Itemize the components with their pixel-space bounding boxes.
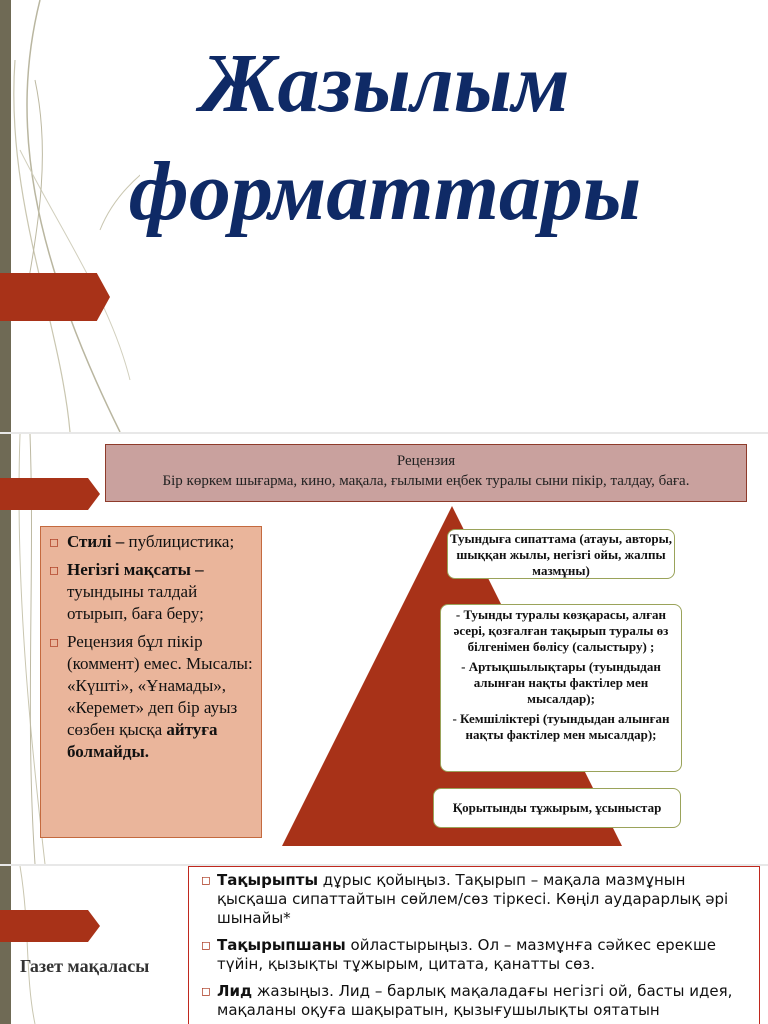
arrow-tab [0, 273, 110, 321]
item-text: дұрыс қойыңыз. Тақырып – мақала мазмұнын қысқаша сипаттайтын сөйлем/сөз тіркесі. Көңіл аударарлық әрі шынайы* [217, 871, 729, 927]
bullet-icon: ◻ [201, 873, 211, 887]
newspaper-tips-box [188, 866, 760, 1024]
list-item [199, 871, 749, 928]
goal-value: туындыны талдай отырып, баға беру; [67, 582, 204, 623]
bullet-icon: ◻ [49, 563, 59, 577]
style-value: публицистика; [128, 532, 235, 551]
pyramid-box-analysis [440, 604, 682, 772]
item-bold: Тақырыпты [217, 871, 319, 889]
slide-title [0, 0, 768, 432]
arrow-tab [0, 910, 100, 942]
item-bold: Лид [217, 982, 253, 1000]
arrow-tab [0, 478, 100, 510]
item-bold: Тақырыпшаны [217, 936, 346, 954]
list-item-goal [47, 559, 255, 625]
definition-box [105, 444, 747, 502]
bullet-icon: ◻ [49, 635, 59, 649]
list-item [199, 982, 749, 1020]
title-line-2: форматтары [128, 145, 642, 238]
style-label: Стилі – [67, 532, 125, 551]
bullet-icon: ◻ [201, 938, 211, 952]
title-line-1: Жазылым [200, 37, 570, 130]
slide-review [0, 434, 768, 864]
pyramid-box-conclusion: Қорытынды тұжырым, ұсыныстар [433, 788, 681, 828]
decorative-curves [0, 866, 60, 1024]
pyramid-box-description: Туындыға сипаттама (атауы, авторы, шыққан жылы, негізгі ойы, жалпы мазмұны) [447, 529, 675, 579]
list-item-note [47, 631, 255, 763]
bullet-icon: ◻ [201, 984, 211, 998]
list-item [199, 936, 749, 974]
note-bold: айтуға болмайды. [67, 720, 218, 761]
analysis-disadvantages: - Кемшіліктері (туындыдан алынған нақты фактілер мен мысалдар); [452, 711, 670, 742]
goal-label: Негізгі мақсаты – [67, 560, 204, 579]
definition-text: Бір көркем шығарма, кино, мақала, ғылыми еңбек туралы сыни пікір, талдау, баға. [162, 473, 690, 489]
note-text: Рецензия бұл пікір (коммент) емес. Мысалы: «Күшті», «Ұнамады», «Керемет» деп бір ауыз сөзбен қысқа [67, 632, 253, 739]
definition-title: Рецензия [396, 453, 456, 469]
bullet-icon: ◻ [49, 535, 59, 549]
analysis-advantages: - Артықшылықтары (туындыдан алынған нақты фактілер мен мысалдар); [461, 659, 661, 706]
list-item-style [47, 531, 255, 553]
slide-newspaper [0, 866, 768, 1024]
analysis-opinion: - Туынды туралы көзқарасы, алған әсері, қозғалған тақырып туралы өз білгенімен бөлісу (салыстыру) ; [453, 607, 669, 654]
item-text: ойластырыңыз. Ол – мазмұнға сәйкес ерекше түйін, қызықты тұжырым, цитата, қанатты сөз. [217, 936, 716, 973]
section-label: Газет мақаласы [20, 956, 150, 976]
review-properties-box [40, 526, 262, 838]
item-text: жазыңыз. Лид – барлық мақаладағы негізгі ой, басты идея, мақаланы оқуға шақыратын, қызығушылықты оятатын [217, 982, 733, 1019]
